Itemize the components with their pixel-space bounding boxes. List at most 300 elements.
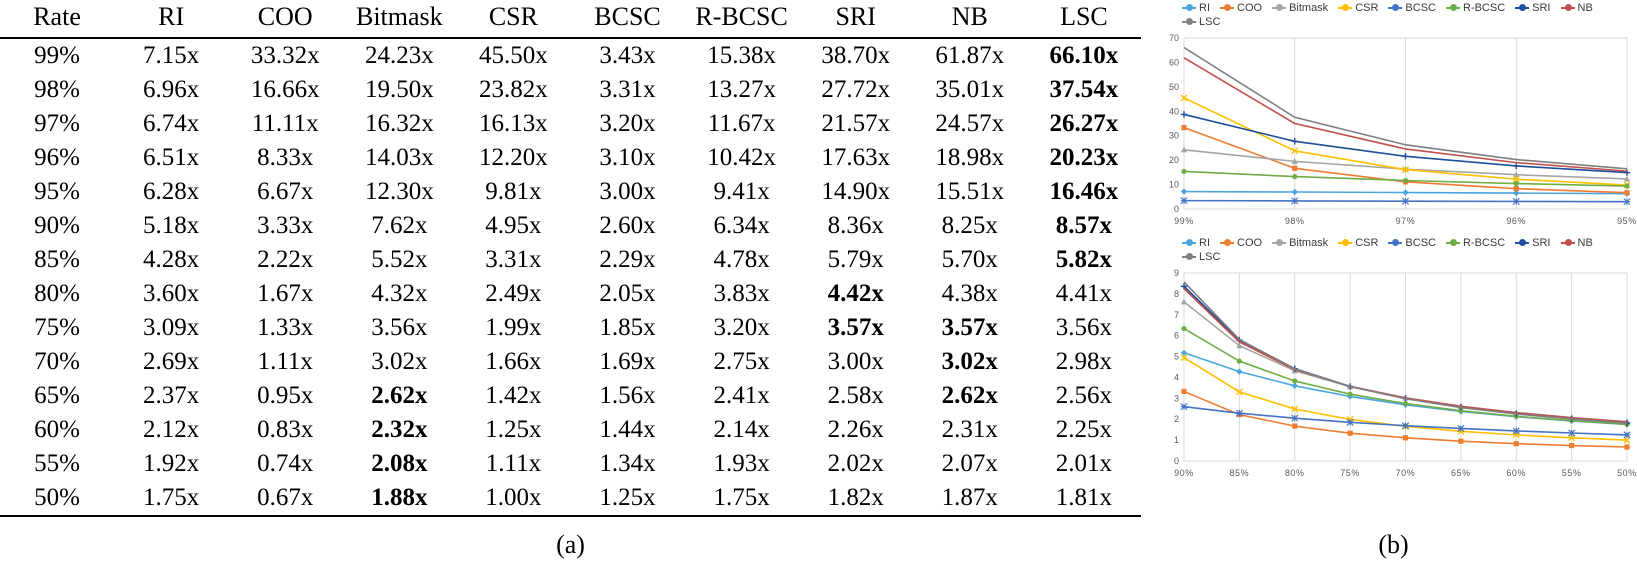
data-point-marker: [1348, 392, 1353, 397]
legend-item: [1338, 237, 1378, 249]
table-row: [0, 38, 1141, 73]
table-cell: 2.07x: [941, 450, 998, 478]
table-cell: 0.95x: [257, 382, 314, 410]
x-axis-tick-label: 65%: [1450, 468, 1471, 478]
legend-label: NB: [1577, 2, 1593, 14]
table-column-header: CSR: [488, 2, 538, 31]
table-cell: 61.87x: [935, 42, 1005, 70]
table-header-row: [0, 0, 1141, 38]
data-point-marker: [1402, 198, 1408, 204]
table-cell: 1.93x: [713, 450, 770, 478]
table-cell: 11.67x: [707, 110, 776, 138]
table-cell: 10.42x: [707, 144, 776, 172]
legend-label: BCSC: [1405, 2, 1436, 14]
table-cell: 1.42x: [485, 382, 542, 410]
table-cell: 20.23x: [1049, 144, 1119, 172]
table-cell: 16.13x: [479, 110, 548, 138]
table-cell: 7.15x: [143, 42, 200, 70]
table-cell: 4.95x: [485, 212, 542, 240]
table-column-header: SRI: [835, 2, 876, 31]
data-point-marker: [1514, 181, 1519, 186]
legend-swatch-icon: [1220, 7, 1234, 9]
data-point-marker: [1292, 189, 1298, 195]
data-point-marker: [1624, 183, 1629, 188]
chart-svg: [1148, 30, 1637, 235]
table-cell: 15.51x: [935, 178, 1005, 206]
table-cell: 27.72x: [821, 76, 891, 104]
table-cell: 11.11x: [251, 110, 319, 138]
table-cell: 1.34x: [599, 450, 656, 478]
x-axis-tick-label: 90%: [1174, 468, 1194, 478]
y-axis-tick-label: 3: [1173, 393, 1179, 404]
legend-label: NB: [1577, 237, 1593, 249]
table-cell: 4.28x: [143, 246, 200, 274]
table-row: [0, 73, 1141, 107]
table-cell: 4.32x: [371, 280, 428, 308]
table-cell: 5.52x: [371, 246, 428, 274]
y-axis-tick-label: 30: [1168, 130, 1179, 141]
legend-swatch-icon: [1182, 7, 1196, 9]
table-cell: 3.00x: [599, 178, 656, 206]
y-axis-tick-label: 6: [1173, 330, 1179, 341]
table-cell: 5.18x: [143, 212, 200, 240]
legend-label: Bitmask: [1289, 2, 1329, 14]
table-cell: 3.43x: [599, 42, 656, 70]
table-cell: 3.31x: [485, 246, 542, 274]
x-axis-tick-label: 55%: [1561, 468, 1582, 478]
y-axis-tick-label: 7: [1173, 309, 1179, 320]
table-cell: 3.33x: [257, 212, 314, 240]
table-cell: 2.32x: [371, 416, 428, 444]
table-cell: 2.62x: [371, 382, 428, 410]
legend-swatch-icon: [1338, 242, 1352, 244]
data-point-marker: [1514, 441, 1519, 446]
legend-swatch-icon: [1338, 7, 1352, 9]
y-axis-tick-label: 2: [1173, 414, 1179, 425]
table-cell: 14.90x: [821, 178, 891, 206]
table-cell: 1.88x: [371, 484, 428, 512]
table-cell: 3.20x: [599, 110, 656, 138]
table-row: [0, 311, 1141, 345]
data-point-marker: [1403, 435, 1408, 440]
data-point-marker: [1402, 422, 1408, 428]
y-axis-tick-label: 8: [1173, 288, 1179, 299]
table-cell: 2.37x: [143, 382, 200, 410]
data-point-marker: [1347, 419, 1353, 425]
table-cell: 2.25x: [1055, 416, 1113, 444]
legend-label: RI: [1199, 237, 1210, 249]
table-cell-rate: 97%: [34, 110, 80, 138]
table-cell: 3.56x: [371, 314, 428, 342]
legend-swatch-icon: [1182, 242, 1196, 244]
table-cell: 6.96x: [143, 76, 200, 104]
table-cell: 2.58x: [827, 382, 884, 410]
legend-swatch-icon: [1515, 7, 1529, 9]
table-cell: 18.98x: [935, 144, 1005, 172]
y-axis-tick-label: 10: [1168, 179, 1179, 190]
data-point-marker: [1348, 431, 1353, 436]
table-cell: 1.25x: [485, 416, 542, 444]
data-point-marker: [1181, 111, 1187, 117]
table-cell: 2.08x: [371, 450, 428, 478]
table-cell: 1.82x: [827, 484, 884, 512]
table-cell-rate: 90%: [34, 212, 80, 240]
table-cell: 2.98x: [1055, 348, 1113, 376]
data-point-marker: [1624, 198, 1630, 204]
data-point-marker: [1402, 189, 1408, 195]
legend-item: [1515, 237, 1550, 249]
table-cell-rate: 98%: [34, 76, 80, 104]
table-cell: 3.31x: [599, 76, 656, 104]
table-cell: 1.75x: [143, 484, 200, 512]
table-cell: 2.14x: [713, 416, 770, 444]
data-point-marker: [1514, 186, 1519, 191]
table-column-header: LSC: [1060, 2, 1108, 31]
table-cell-rate: 50%: [34, 484, 80, 512]
table-cell: 0.83x: [257, 416, 314, 444]
data-point-marker: [1569, 443, 1574, 448]
chart-block-low-sparsity: [1148, 235, 1637, 487]
table-row: [0, 413, 1141, 447]
legend-swatch-icon: [1388, 242, 1402, 244]
x-axis-tick-label: 70%: [1395, 468, 1416, 478]
legend-item: [1388, 2, 1436, 14]
table-cell: 7.62x: [371, 212, 428, 240]
x-axis-tick-label: 50%: [1617, 468, 1637, 478]
table-cell: 26.27x: [1049, 110, 1119, 138]
table-column-header: NB: [951, 2, 988, 31]
table-row: [0, 447, 1141, 481]
table-cell: 5.79x: [827, 246, 884, 274]
table-cell: 12.20x: [479, 144, 548, 172]
table-cell: 3.60x: [143, 280, 200, 308]
table-column-header: RI: [158, 2, 185, 31]
table-column-header: Bitmask: [355, 2, 443, 31]
table-cell: 5.82x: [1055, 246, 1113, 274]
legend-swatch-icon: [1182, 256, 1196, 258]
table-cell: 2.02x: [827, 450, 884, 478]
table-cell-rate: 55%: [34, 450, 80, 478]
legend-item: [1338, 2, 1378, 14]
table-cell: 1.69x: [599, 348, 656, 376]
table-cell: 66.10x: [1049, 42, 1119, 70]
table-cell: 8.57x: [1055, 212, 1113, 240]
table-cell: 2.29x: [599, 246, 656, 274]
table-cell: 2.75x: [713, 348, 770, 376]
table-cell: 2.49x: [485, 280, 542, 308]
table-cell: 4.78x: [713, 246, 770, 274]
y-axis-tick-label: 0: [1173, 204, 1179, 214]
table-header: [0, 0, 1141, 38]
table-cell-rate: 80%: [34, 280, 80, 308]
table-cell: 2.05x: [599, 280, 656, 308]
x-axis-tick-label: 99%: [1174, 216, 1194, 226]
table-cell: 16.66x: [250, 76, 320, 104]
y-axis-tick-label: 20: [1168, 155, 1179, 166]
data-point-marker: [1181, 197, 1187, 203]
data-point-marker: [1458, 439, 1463, 444]
data-point-marker: [1458, 425, 1464, 431]
table-cell: 19.50x: [364, 76, 434, 104]
chart-block-high-sparsity: [1148, 0, 1637, 235]
table-cell: 21.57x: [821, 110, 891, 138]
data-point-marker: [1292, 198, 1298, 204]
x-axis-tick-label: 95%: [1617, 216, 1637, 226]
data-point-marker: [1292, 174, 1297, 179]
table-cell: 8.25x: [941, 212, 998, 240]
data-point-marker: [1292, 378, 1297, 383]
table-cell-rate: 95%: [34, 178, 80, 206]
legend-label: LSC: [1199, 251, 1221, 263]
table-cell: 16.32x: [364, 110, 434, 138]
table-row: [0, 379, 1141, 413]
legend-swatch-icon: [1388, 7, 1402, 9]
table-cell: 6.74x: [143, 110, 200, 138]
charts-panel: [1148, 0, 1637, 525]
table-cell: 2.31x: [941, 416, 998, 444]
table-cell: 5.70x: [941, 246, 998, 274]
table-cell: 1.67x: [257, 280, 314, 308]
table-row: [0, 481, 1141, 516]
legend-label: Bitmask: [1289, 237, 1329, 249]
table-cell: 3.20x: [713, 314, 770, 342]
data-point-marker: [1236, 368, 1242, 374]
table-body: [0, 38, 1141, 516]
data-point-marker: [1292, 415, 1298, 421]
legend-label: LSC: [1199, 16, 1221, 28]
legend-item: [1446, 2, 1505, 14]
table-cell: 1.92x: [143, 450, 200, 478]
table-cell: 4.38x: [941, 280, 998, 308]
y-axis-tick-label: 40: [1168, 106, 1179, 117]
legend-label: R-BCSC: [1462, 2, 1506, 14]
caption-a: (a): [556, 530, 585, 559]
x-axis-tick-label: 96%: [1506, 216, 1527, 226]
table-cell: 1.11x: [257, 348, 313, 376]
table-cell: 23.82x: [479, 76, 548, 104]
table-cell: 1.85x: [599, 314, 656, 342]
x-axis-tick-label: 60%: [1506, 468, 1527, 478]
table-cell: 4.42x: [827, 280, 884, 308]
table-cell-rate: 70%: [34, 348, 80, 376]
chart-svg: [1148, 265, 1637, 487]
data-point-marker: [1237, 359, 1242, 364]
table-cell: 17.63x: [821, 144, 891, 172]
table-cell-rate: 60%: [34, 416, 80, 444]
table-cell: 1.33x: [257, 314, 314, 342]
table-cell: 6.34x: [713, 212, 770, 240]
x-axis-tick-label: 75%: [1340, 468, 1361, 478]
data-point-marker: [1403, 178, 1408, 183]
table-cell: 2.01x: [1055, 450, 1113, 478]
table-cell: 2.41x: [713, 382, 770, 410]
legend-swatch-icon: [1182, 21, 1196, 23]
data-point-marker: [1292, 166, 1297, 171]
x-axis-tick-label: 97%: [1395, 216, 1416, 226]
data-point-marker: [1568, 430, 1574, 436]
table-cell: 2.12x: [143, 416, 200, 444]
caption-b: (b): [1378, 530, 1409, 559]
y-axis-tick-label: 4: [1173, 372, 1179, 383]
table-cell: 24.23x: [364, 42, 434, 70]
legend-label: CSR: [1355, 237, 1379, 249]
table-cell: 3.00x: [827, 348, 884, 376]
legend-swatch-icon: [1446, 242, 1460, 244]
legend-swatch-icon: [1515, 242, 1529, 244]
table-cell-rate: 99%: [34, 42, 80, 70]
table-cell: 45.50x: [479, 42, 548, 70]
table-cell: 33.32x: [250, 42, 320, 70]
legend-item: [1561, 2, 1593, 14]
chart-plot-1: [1148, 30, 1637, 235]
legend-label: COO: [1237, 237, 1263, 249]
table-cell: 2.69x: [143, 348, 200, 376]
table-cell: 1.75x: [713, 484, 770, 512]
table-cell: 3.02x: [941, 348, 998, 376]
data-point-marker: [1236, 410, 1242, 416]
data-point-marker: [1181, 389, 1186, 394]
table-cell: 2.56x: [1055, 382, 1113, 410]
x-axis-tick-label: 80%: [1284, 468, 1305, 478]
table-cell: 13.27x: [707, 76, 776, 104]
table-cell: 16.46x: [1049, 178, 1119, 206]
data-point-marker: [1181, 299, 1187, 305]
legend-item: [1272, 237, 1328, 249]
table-cell: 3.83x: [713, 280, 770, 308]
table-cell: 0.74x: [257, 450, 314, 478]
legend-swatch-icon: [1446, 7, 1460, 9]
table-cell-rate: 65%: [34, 382, 80, 410]
table-cell: 3.56x: [1055, 314, 1113, 342]
table-cell: 38.70x: [821, 42, 891, 70]
table-cell: 1.25x: [599, 484, 656, 512]
y-axis-tick-label: 0: [1173, 456, 1179, 466]
table-column-header: BCSC: [594, 2, 661, 31]
table-cell: 0.67x: [257, 484, 314, 512]
data-point-marker: [1624, 432, 1630, 438]
legend-item: [1182, 251, 1220, 263]
chart-plot-2: [1148, 265, 1637, 487]
table-cell: 2.26x: [827, 416, 884, 444]
table-column-header: Rate: [33, 2, 81, 31]
legend-item: [1220, 237, 1262, 249]
data-point-marker: [1181, 125, 1186, 130]
table-cell: 37.54x: [1049, 76, 1119, 104]
legend-item: [1220, 2, 1262, 14]
table-cell: 1.00x: [485, 484, 542, 512]
legend-item: [1446, 237, 1505, 249]
y-axis-tick-label: 5: [1173, 351, 1179, 362]
x-axis-tick-label: 85%: [1229, 468, 1250, 478]
table-cell: 9.41x: [713, 178, 770, 206]
table-row: [0, 209, 1141, 243]
legend-item: [1272, 2, 1328, 14]
y-axis-tick-label: 1: [1173, 435, 1179, 446]
data-point-marker: [1403, 401, 1408, 406]
legend-item: [1182, 16, 1220, 28]
data-point-marker: [1513, 163, 1519, 169]
legend-item: [1515, 2, 1550, 14]
legend-label: RI: [1199, 2, 1210, 14]
y-axis-tick-label: 60: [1168, 57, 1179, 68]
legend-item: [1182, 2, 1210, 14]
table-cell: 1.44x: [599, 416, 656, 444]
table-cell: 6.28x: [143, 178, 200, 206]
table-cell: 1.81x: [1055, 484, 1113, 512]
table-cell: 6.67x: [257, 178, 314, 206]
legend-label: BCSC: [1405, 237, 1436, 249]
data-point-marker: [1181, 169, 1186, 174]
table-cell: 8.33x: [257, 144, 314, 172]
legend-label: SRI: [1532, 237, 1551, 249]
table-cell: 3.10x: [599, 144, 656, 172]
table-cell: 4.41x: [1055, 280, 1113, 308]
table-cell: 3.57x: [941, 314, 998, 342]
table-cell: 1.11x: [485, 450, 542, 478]
chart-legend-1: [1148, 0, 1637, 30]
legend-item: [1388, 237, 1436, 249]
table-row: [0, 107, 1141, 141]
table-cell-rate: 96%: [34, 144, 80, 172]
y-axis-tick-label: 50: [1168, 81, 1179, 92]
chart-legend-2: [1148, 235, 1637, 265]
table-cell: 15.38x: [707, 42, 776, 70]
table-cell: 2.60x: [599, 212, 656, 240]
data-point-marker: [1181, 326, 1186, 331]
legend-swatch-icon: [1561, 242, 1575, 244]
legend-label: COO: [1237, 2, 1263, 14]
table-cell: 35.01x: [935, 76, 1005, 104]
data-point-marker: [1624, 444, 1629, 449]
table-cell: 3.09x: [143, 314, 200, 342]
table-column-header: COO: [257, 2, 313, 31]
table-cell-rate: 75%: [34, 314, 80, 342]
table-cell: 12.30x: [364, 178, 434, 206]
legend-swatch-icon: [1561, 7, 1575, 9]
table-row: [0, 345, 1141, 379]
data-point-marker: [1624, 190, 1629, 195]
table-cell: 9.81x: [485, 178, 542, 206]
table-cell: 1.56x: [599, 382, 656, 410]
table-cell: 2.22x: [257, 246, 314, 274]
data-point-marker: [1181, 403, 1187, 409]
legend-label: CSR: [1355, 2, 1379, 14]
table-cell: 14.03x: [364, 144, 434, 172]
legend-swatch-icon: [1272, 7, 1286, 9]
data-point-marker: [1402, 153, 1408, 159]
legend-label: R-BCSC: [1462, 237, 1506, 249]
table-column-header: R-BCSC: [695, 2, 788, 31]
y-axis-tick-label: 9: [1173, 268, 1179, 278]
legend-swatch-icon: [1272, 242, 1286, 244]
legend-item: [1182, 237, 1210, 249]
table-row: [0, 141, 1141, 175]
data-point-marker: [1513, 198, 1519, 204]
legend-swatch-icon: [1220, 242, 1234, 244]
table-cell: 1.99x: [485, 314, 542, 342]
data-point-marker: [1181, 188, 1187, 194]
legend-item: [1561, 237, 1593, 249]
table-cell: 2.62x: [941, 382, 998, 410]
table-row: [0, 175, 1141, 209]
table-row: [0, 243, 1141, 277]
table-cell: 1.66x: [485, 348, 542, 376]
table-cell: 3.57x: [827, 314, 884, 342]
table-cell: 6.51x: [143, 144, 200, 172]
x-axis-tick-label: 98%: [1284, 216, 1305, 226]
table-cell: 8.36x: [827, 212, 884, 240]
y-axis-tick-label: 70: [1168, 33, 1179, 43]
